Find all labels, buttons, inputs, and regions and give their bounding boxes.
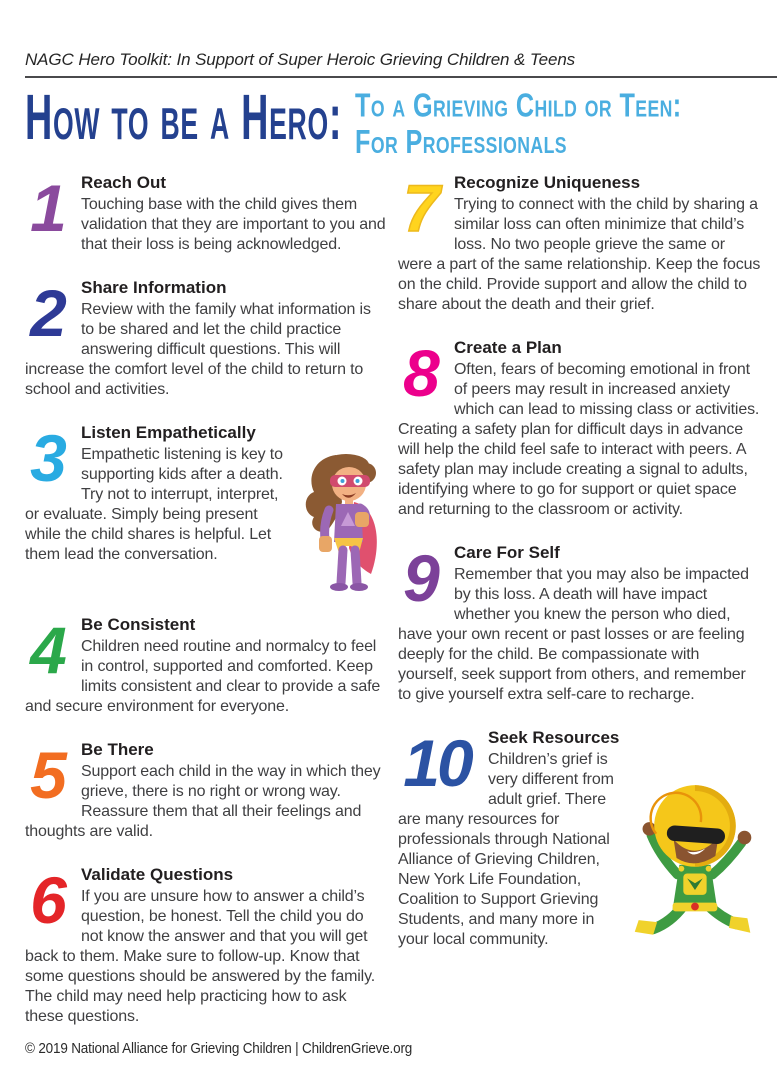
step-1: [25, 172, 388, 255]
step-6-heading: Validate Questions: [81, 865, 234, 884]
boy-boot-left: [635, 920, 657, 935]
page-title: How to be a Hero:: [25, 82, 343, 154]
page-header: [25, 50, 777, 78]
title-block: [25, 82, 760, 172]
step-1-number: 1: [30, 171, 64, 245]
step-6: [25, 864, 388, 1027]
step-9-heading: Care For Self: [454, 543, 560, 562]
step-10-number: 10: [403, 726, 471, 800]
step-9-number: 9: [403, 541, 437, 615]
step-7-heading: Recognize Uniqueness: [454, 173, 641, 192]
content-columns: [25, 172, 762, 1049]
step-4: [25, 614, 388, 717]
step-1-heading: Reach Out: [81, 173, 167, 192]
step-4-number: 4: [30, 613, 64, 687]
step-8-heading: Create a Plan: [454, 338, 562, 357]
step-4-body: Children need routine and normalcy to feel in control, supported and comforted. Keep limits consistent and clear to provide a safe and secure environment for everyone.: [25, 638, 381, 715]
step-10-body: Children’s grief is very different from adult grief. There are many resources for professionals through National Alliance of Grieving Children, New York Life Foundation, Coalition to Support Grieving Students, and many more in your local community.: [398, 751, 614, 948]
step-7: [398, 172, 761, 315]
step-3-body: Empathetic listening is key to supporting kids after a death. Try not to interrupt, interpret, or evaluate. Simply being present while the child shares is helpful. Let them lead the conversation.: [25, 446, 283, 563]
step-3-heading: Listen Empathetically: [81, 423, 256, 442]
step-6-body: If you are unsure how to answer a child’s question, be honest. Tell the child you do not know the answer and that you will get back to them. Make sure to follow-up. Know that some questions should be answered by the family. The child may need help practicing how to ask these questions.: [25, 888, 376, 1025]
step-7-number: 7: [403, 171, 437, 245]
right-column: [398, 172, 761, 1049]
header-divider: [25, 76, 777, 78]
step-2-heading: Share Information: [81, 278, 227, 297]
step-8-number: 8: [403, 336, 437, 410]
step-3: [25, 422, 388, 592]
girl-superhero-svg: [296, 450, 388, 592]
left-column: [25, 172, 388, 1049]
subtitle-line-2: For Professionals: [355, 124, 567, 161]
girl-mask: [330, 475, 370, 487]
step-1-body: Touching base with the child gives them validation that they are important to you and that their loss is being acknowledged.: [81, 196, 386, 253]
step-5: [25, 739, 388, 842]
step-3-number: 3: [30, 421, 64, 495]
copyright-line: © 2019 National Alliance for Grieving Children | ChildrenGrieve.org: [25, 1040, 413, 1057]
toolkit-tagline: NAGC Hero Toolkit: In Support of Super Heroic Grieving Children & Teens: [25, 50, 576, 69]
subtitle-line-1: To a Grieving Child or Teen:: [355, 88, 682, 125]
boy-boot-right: [729, 916, 750, 933]
boy-superhero-illustration: [627, 779, 761, 937]
step-4-heading: Be Consistent: [81, 615, 196, 634]
step-2: [25, 277, 388, 400]
step-9: [398, 542, 761, 705]
step-8-body: Often, fears of becoming emotional in front of peers may result in increased anxiety which can lead to missing class or activities. Creating a safety plan for difficult days in advance will help the child feel safe to interact with peers. A safety plan may include creating a signal to adults, identifying where to go for support or quiet space and returning to the classroom or activity.: [398, 361, 760, 518]
step-6-number: 6: [30, 863, 64, 937]
step-9-body: Remember that you may also be impacted by this loss. A death will have impact whether you knew the person who died, have your own recent or past losses or are feeling deeply for the child. Be compassionate with yourself, seek support from others, and remember to give yourself extra self-care to recharge.: [398, 566, 749, 703]
step-10: [398, 727, 761, 950]
boy-superhero-svg: [627, 779, 761, 937]
step-5-heading: Be There: [81, 740, 154, 759]
step-8: [398, 337, 761, 520]
page-subtitle: [355, 88, 682, 161]
step-10-heading: Seek Resources: [488, 728, 620, 747]
step-7-body: Trying to connect with the child by sharing a similar loss can often minimize that child’s loss. No two people grieve the same or were a part of the same relationship. Keep the focus on the child. Provide support and allow the child to share about the death and their grief.: [398, 196, 761, 313]
step-5-body: Support each child in the way in which they grieve, there is no right or wrong way. Reassure them that all their feelings and thoughts are valid.: [25, 763, 381, 840]
step-2-body: Review with the family what information is to be shared and let the child practice answering difficult questions. This will increase the comfort level of the child to return to school and activities.: [25, 301, 371, 398]
step-2-number: 2: [30, 276, 64, 350]
step-5-number: 5: [30, 738, 64, 812]
girl-superhero-illustration: [296, 450, 388, 592]
